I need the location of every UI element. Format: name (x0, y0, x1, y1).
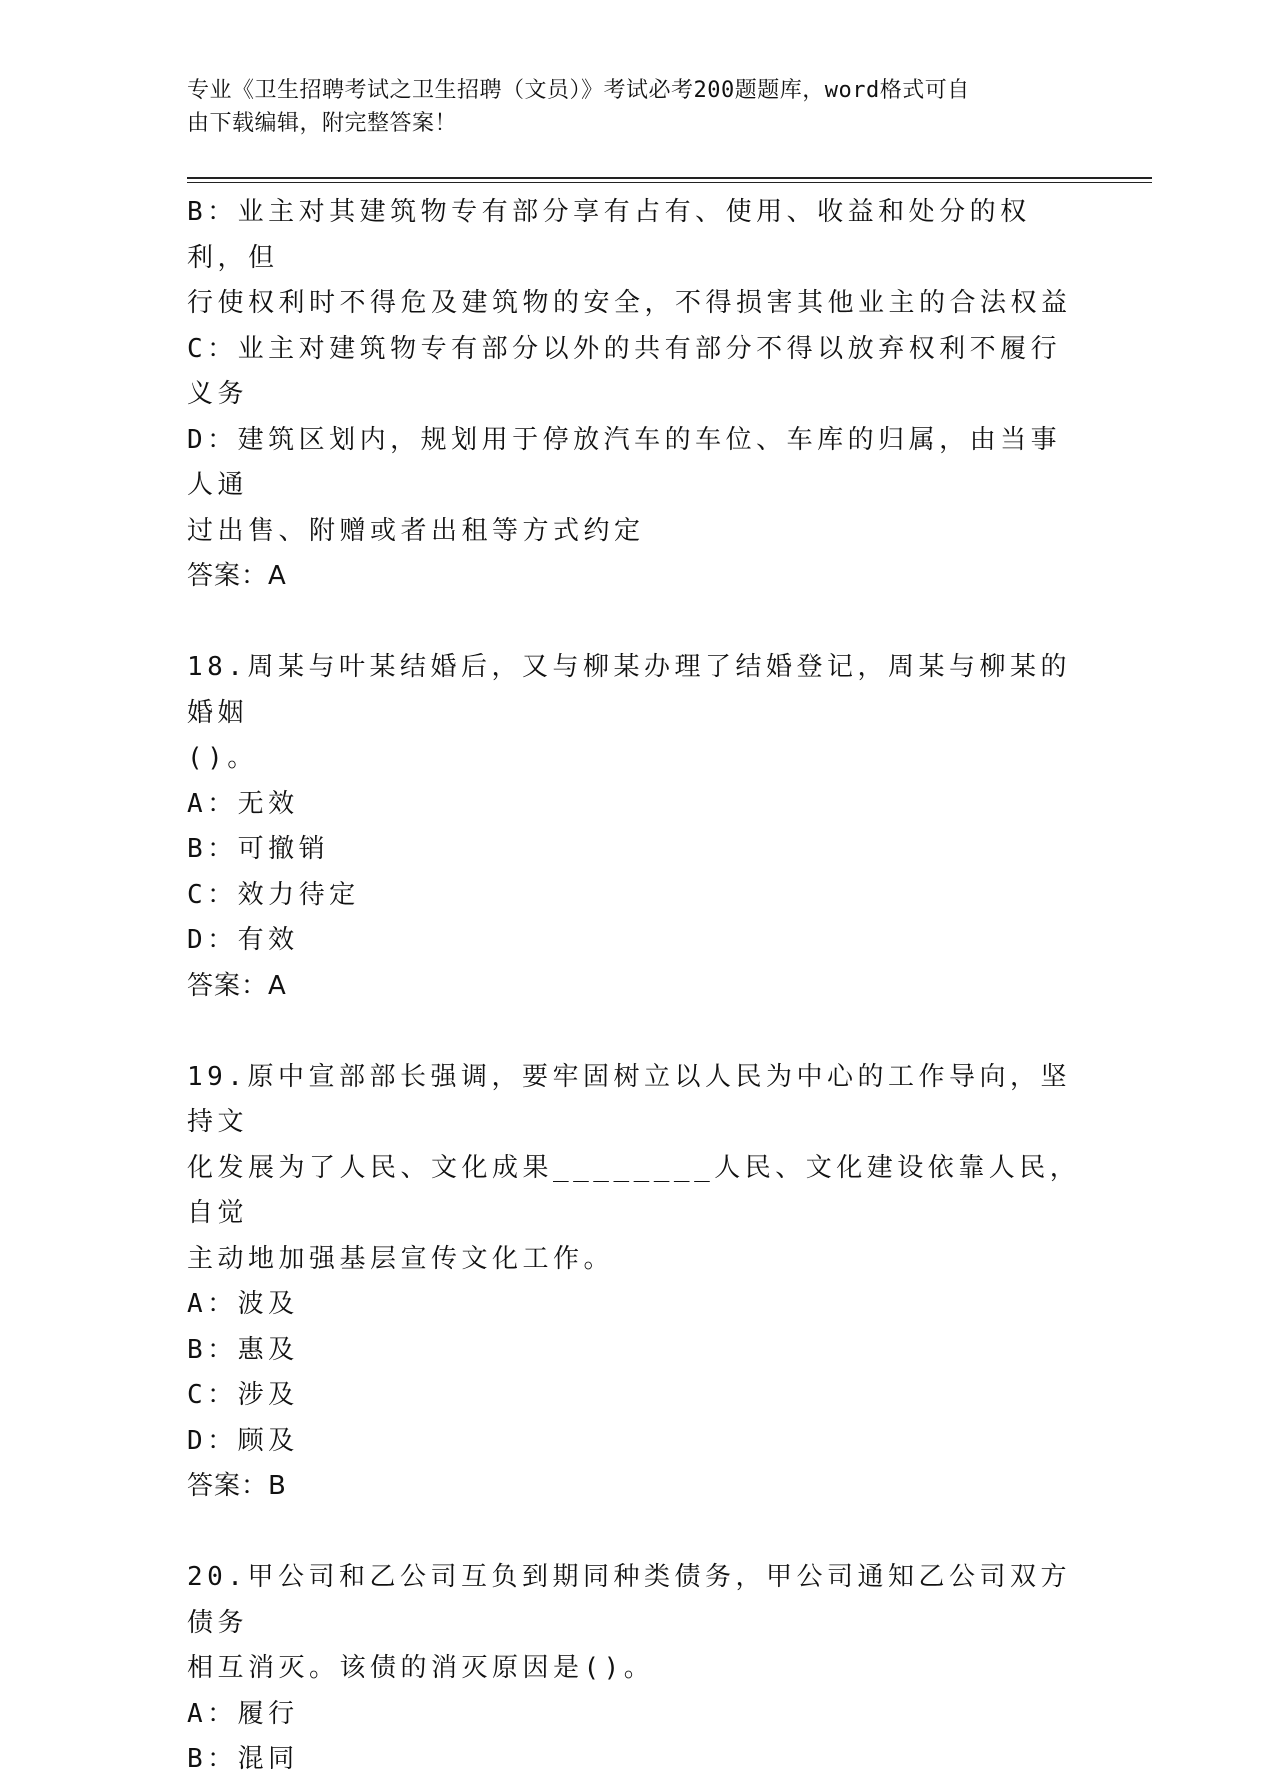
answer-17: 答案：A (187, 561, 287, 591)
answer-19: 答案：B (187, 1471, 287, 1501)
option-a: A：履行 (187, 1698, 299, 1729)
document-header (187, 74, 1067, 140)
header-divider (187, 177, 1152, 183)
option-d-line-1: D：建筑区划内，规划用于停放汽车的车位、车库的归属，由当事人通 (187, 424, 1062, 500)
question-stem-line-1: 19.原中宣部部长强调，要牢固树立以人民为中心的工作导向，坚持文 (187, 1061, 1071, 1137)
option-d: D：顾及 (187, 1425, 299, 1456)
option-a: A：波及 (187, 1289, 299, 1319)
header-line-1: 专业《卫生招聘考试之卫生招聘（文员）》考试必考200题题库，word格式可自 (187, 78, 970, 103)
question-stem-line-1: 18.周某与叶某结婚后，又与柳某办理了结婚登记，周某与柳某的婚姻 (187, 652, 1071, 728)
option-b: B：混同 (187, 1744, 299, 1774)
question-stem-line-2: 相互消灭。该债的消灭原因是()。 (187, 1653, 655, 1683)
option-c: C：业主对建筑物专有部分以外的共有部分不得以放弃权利不履行义务 (187, 333, 1062, 409)
question-18 (187, 645, 1087, 1009)
option-b-line-1: B：业主对其建筑物专有部分享有占有、使用、收益和处分的权利，但 (187, 197, 1031, 273)
option-a: A：无效 (187, 788, 299, 819)
question-19 (187, 1055, 1087, 1510)
header-line-2: 由下载编辑，附完整答案！ (187, 111, 458, 136)
option-b-line-2: 行使权利时不得危及建筑物的安全，不得损害其他业主的合法权益 (187, 288, 1072, 318)
option-c: C：效力待定 (187, 879, 360, 910)
spacer (187, 1510, 1087, 1556)
question-stem-line-3: 主动地加强基层宣传文化工作。 (187, 1243, 615, 1274)
option-d-line-2: 过出售、附赠或者出租等方式约定 (187, 515, 645, 546)
spacer (187, 600, 1087, 646)
question-stem-line-1: 20.甲公司和乙公司互负到期同种类债务，甲公司通知乙公司双方债务 (187, 1562, 1071, 1638)
spacer (187, 1009, 1087, 1055)
option-c: C：涉及 (187, 1380, 299, 1410)
option-d: D：有效 (187, 925, 299, 955)
question-20 (187, 1555, 1087, 1783)
option-b: B：可撤销 (187, 834, 330, 864)
question-17-continued (187, 190, 1087, 600)
answer-18: 答案：A (187, 970, 287, 1001)
question-stem-line-2: 化发展为了人民、文化成果________人民、文化建设依靠人民，自觉 (187, 1152, 1081, 1228)
document-body (187, 190, 1087, 1783)
option-b: B：惠及 (187, 1334, 299, 1365)
question-stem-line-2: ()。 (187, 743, 258, 773)
